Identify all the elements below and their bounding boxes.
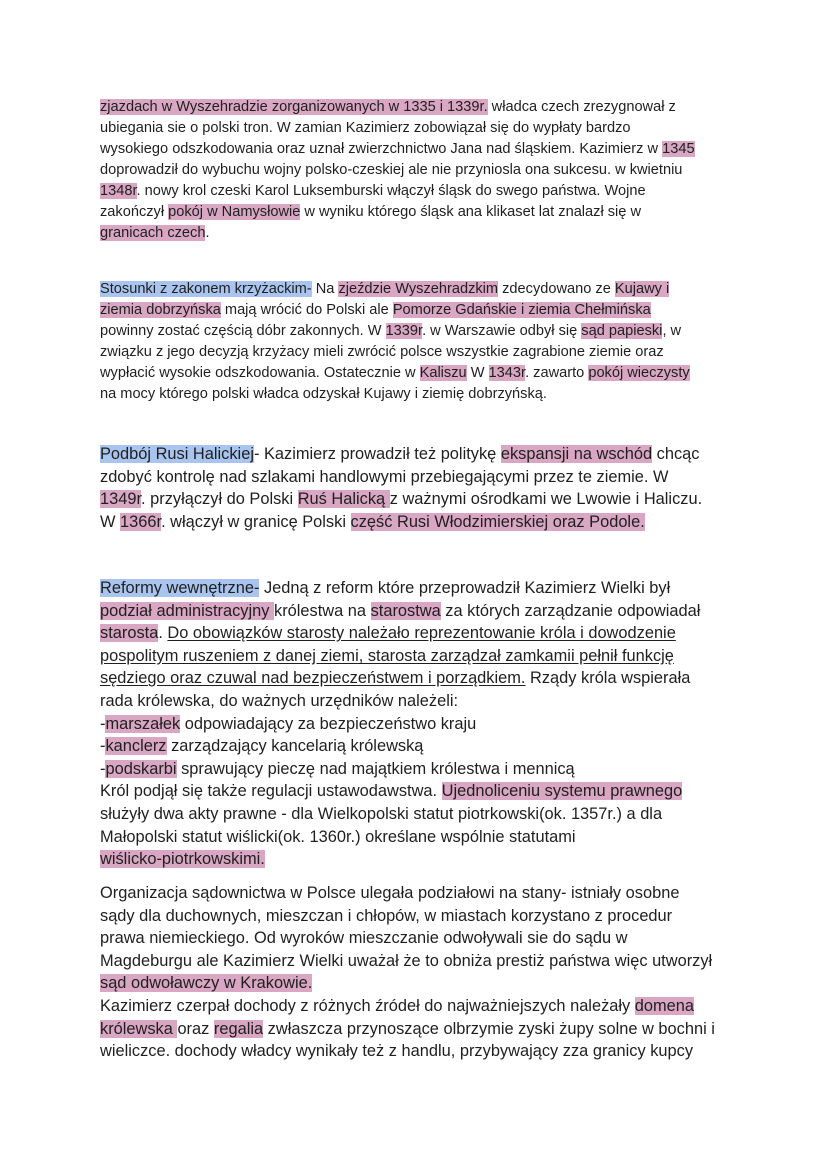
text-line [100, 300, 690, 321]
text-segment: na mocy którego polski władca odzyskał Kujawy i ziemię dobrzyńską. [100, 386, 547, 402]
paragraph-teutonic-order [100, 279, 690, 405]
text-line [100, 927, 715, 950]
text-segment: . przyłączył do Polski [141, 490, 298, 509]
highlighted-term: 1339r [385, 323, 423, 339]
highlighted-term: sąd papieski [581, 323, 663, 339]
text-segment: Kazimierz czerpał dochody z różnych źródeł do najważniejszych należały [100, 996, 635, 1015]
underlined-text: sędziego oraz czuwal nad bezpieczeństwem i porządkiem. [100, 669, 526, 688]
text-segment: - [100, 714, 106, 733]
section-heading: Stosunki z zakonem krzyżackim- [100, 281, 312, 297]
highlighted-term: pokój wieczysty [588, 365, 690, 381]
section-heading: Reformy wewnętrzne- [100, 579, 260, 597]
text-line [100, 826, 700, 849]
highlighted-term: zjazdach w Wyszehradzie zorganizowanych w 1335 i 1339r. [100, 99, 488, 115]
text-line [100, 321, 690, 342]
text-segment: doprowadził do wybuchu wojny polsko-czeskiej ale nie przyniosla ona sukcesu. w kwietniu [100, 162, 683, 178]
text-segment: Magdeburgu ale Kazimierz Wielki uważał że to obniża prestiż państwa więc utworzył [100, 951, 713, 970]
text-segment: związku z jego decyzją krzyżacy mieli zwrócić polsce wszystkie zagrabione ziemie oraz [100, 344, 664, 360]
text-line [100, 577, 700, 600]
text-line [100, 466, 702, 489]
text-line [100, 905, 715, 928]
highlighted-term: 1348r [100, 183, 137, 199]
text-line [100, 995, 715, 1018]
text-segment: . zawarto [525, 365, 589, 381]
text-segment: mają wrócić do Polski ale [220, 302, 393, 318]
underlined-text: Do obowiązków starosty należało reprezentowanie króla i dowodzenie [167, 624, 676, 643]
text-line [100, 972, 715, 995]
text-line [100, 223, 695, 244]
highlighted-term: podział administracyjny [100, 601, 274, 620]
highlighted-term: sąd odwoławczy w Krakowie. [100, 974, 313, 993]
text-segment: . [158, 624, 168, 643]
text-line [100, 600, 700, 623]
text-line [100, 713, 700, 736]
text-segment: W [466, 365, 489, 381]
text-segment: Organizacja sądownictwa w Polsce ulegała podziałowi na stany- istniały osobne [100, 884, 680, 902]
highlighted-term: Ujednoliceniu systemu prawnego [441, 782, 683, 801]
text-segment: służyły dwa akty prawne - dla Wielkopolski statut piotrkowski(ok. 1357r.) a dla [100, 804, 663, 823]
text-segment: chcąc [652, 445, 700, 463]
text-segment: Na [311, 281, 339, 297]
highlighted-term: Kujawy i [614, 281, 670, 297]
highlighted-term: regalia [213, 1019, 264, 1038]
text-segment: za których zarządzanie odpowiadał [440, 601, 701, 620]
text-segment: Małopolski statut wiślicki(ok. 1360r.) określane wspólnie statutami [100, 827, 576, 846]
text-segment: królestwa na [274, 601, 371, 620]
text-line [100, 1040, 715, 1063]
paragraph-wyszehrad-silesia [100, 97, 695, 244]
section-heading: Podbój Rusi Halickiej [100, 445, 254, 463]
text-segment: - [100, 759, 106, 778]
highlighted-term: 1345 [662, 141, 695, 157]
text-segment: prawa niemieckiego. Od wyroków mieszczanie odwoływali sie do sądu w [100, 929, 628, 948]
text-segment: wysokiego odszkodowania oraz uznał zwierzchnictwo Jana nad śląskiem. Kazimierz w [100, 141, 663, 157]
highlighted-term: część Rusi Włodzimierskiej oraz Podole. [350, 512, 645, 531]
text-line [100, 950, 715, 973]
text-segment: Rządy króla wspierała [525, 669, 691, 688]
highlighted-term: domena [634, 996, 695, 1015]
text-line [100, 882, 715, 905]
text-segment: . włączył w granicę Polski [161, 512, 351, 531]
text-segment: Król podjął się także regulacji ustawodawstwa. [100, 782, 442, 801]
text-line [100, 735, 700, 758]
text-segment: Jedną z reform które przeprowadził Kazimierz Wielki był [259, 579, 671, 597]
highlighted-term: 1349r [100, 490, 142, 509]
paragraph-internal-reforms [100, 577, 700, 871]
text-line [100, 443, 702, 466]
text-segment: wieliczce. dochody władcy wynikały też z handlu, przybywający zza granicy kupcy [100, 1042, 694, 1061]
underlined-text: pospolitym ruszeniem z danej ziemi, starosta zarządzał zamkamii pełnił funkcję [100, 646, 674, 665]
highlighted-term: marszałek [105, 714, 181, 733]
text-segment: w wyniku którego śląsk ana klikaset lat znalazł się w [300, 204, 642, 220]
text-line [100, 139, 695, 160]
highlighted-term: Ruś Halicką [297, 490, 390, 509]
highlighted-term: podskarbi [105, 759, 177, 778]
text-segment: . w Warszawie odbył się [422, 323, 582, 339]
text-segment: zdobyć kontrolę nad szlakami handlowymi przebiegającymi przez te ziemie. W [100, 467, 669, 486]
text-segment: odpowiadający za bezpieczeństwo kraju [180, 714, 477, 733]
text-segment: sprawujący pieczę nad majątkiem królestwa i mennicą [176, 759, 575, 778]
text-line [100, 342, 690, 363]
highlighted-term: 1366r [120, 512, 162, 531]
highlighted-term: pokój w Namysłowie [168, 204, 301, 220]
text-line [100, 118, 695, 139]
highlighted-term: starostwa [370, 601, 441, 620]
highlighted-term: wiślicko-piotrkowskimi. [100, 850, 265, 869]
text-line [100, 1018, 715, 1041]
highlighted-term: zjeździe Wyszehradzkim [338, 281, 499, 297]
highlighted-term: królewska [100, 1019, 178, 1038]
highlighted-term: Kaliszu [419, 365, 467, 381]
text-segment: zakończył [100, 204, 169, 220]
text-line [100, 848, 700, 871]
text-line [100, 181, 695, 202]
text-line [100, 97, 695, 118]
text-segment: zdecydowano ze [498, 281, 615, 297]
text-line [100, 758, 700, 781]
paragraph-red-ruthenia [100, 443, 702, 533]
text-line [100, 160, 695, 181]
text-segment: sądy dla duchownych, mieszczan i chłopów, w miastach korzystano z procedur [100, 906, 673, 925]
text-line [100, 202, 695, 223]
highlighted-term: 1343r [488, 365, 526, 381]
text-segment: . [205, 225, 210, 241]
text-line [100, 645, 700, 668]
text-segment: zarządzający kancelarią królewską [166, 737, 424, 756]
text-segment: oraz [177, 1019, 214, 1038]
text-line [100, 488, 702, 511]
text-segment: powinny zostać częścią dóbr zakonnych. W [100, 323, 386, 339]
text-line [100, 279, 690, 300]
highlighted-term: granicach czech [100, 225, 206, 241]
text-line [100, 667, 700, 690]
highlighted-term: starosta [100, 624, 159, 643]
text-segment: wypłacić wysokie odszkodowania. Ostatecznie w [100, 365, 420, 381]
text-segment: z ważnymi ośrodkami we Lwowie i Haliczu. [389, 490, 703, 509]
text-segment: rada królewska, do ważnych urzędników należeli: [100, 691, 459, 710]
highlighted-term: Pomorze Gdańskie i ziemia Chełmińska [392, 302, 651, 318]
text-line [100, 780, 700, 803]
text-segment: - [100, 737, 106, 756]
highlighted-term: ekspansji na wschód [500, 445, 653, 463]
text-segment: . nowy krol czeski Karol Luksemburski włączył śląsk do swego państwa. Wojne [136, 183, 646, 199]
highlighted-term: ziemia dobrzyńska [100, 302, 221, 318]
text-line [100, 622, 700, 645]
text-segment: władca czech zrezygnował z [487, 99, 676, 115]
text-line [100, 803, 700, 826]
highlighted-term: kanclerz [105, 737, 167, 756]
text-segment: - Kazimierz prowadził też politykę [253, 445, 501, 463]
text-segment: W [100, 512, 121, 531]
text-line [100, 690, 700, 713]
text-line [100, 384, 690, 405]
text-line [100, 511, 702, 534]
text-segment: ubiegania sie o polski tron. W zamian Kazimierz zobowiązał się do wypłaty bardzo [100, 120, 631, 136]
text-segment: zwłaszcza przynoszące olbrzymie zyski żupy solne w bochni i [263, 1019, 715, 1038]
paragraph-judiciary-revenue [100, 882, 715, 1063]
text-line [100, 363, 690, 384]
text-segment: , w [662, 323, 682, 339]
